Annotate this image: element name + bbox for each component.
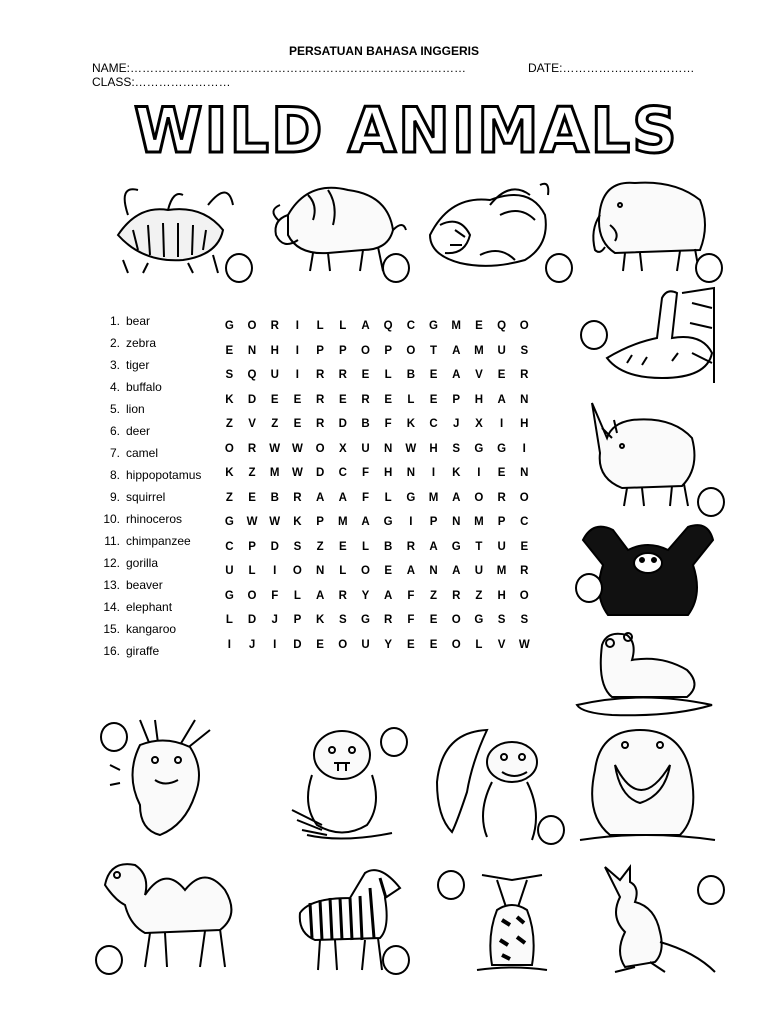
grid-letter[interactable]: L: [248, 565, 256, 577]
answer-circle[interactable]: [225, 253, 253, 283]
grid-letter[interactable]: U: [361, 638, 370, 651]
grid-letter[interactable]: V: [248, 418, 256, 430]
answer-circle[interactable]: [537, 815, 565, 845]
grid-letter[interactable]: O: [247, 589, 257, 602]
grid-letter[interactable]: G: [451, 540, 461, 553]
grid-letter[interactable]: G: [474, 614, 484, 626]
grid-letter[interactable]: U: [497, 540, 506, 553]
word-text: zebra: [126, 336, 157, 350]
word-number: 9.: [109, 490, 120, 504]
grid-letter[interactable]: R: [406, 540, 415, 553]
grid-letter[interactable]: K: [225, 393, 234, 406]
answer-circle[interactable]: [380, 727, 408, 757]
answer-circle[interactable]: [95, 945, 123, 975]
grid-letter[interactable]: P: [452, 393, 461, 406]
grid-letter[interactable]: I: [227, 638, 231, 651]
grid-row: [218, 439, 536, 464]
grid-letter[interactable]: W: [518, 638, 530, 651]
grid-letter[interactable]: G: [406, 491, 416, 504]
grid-letter[interactable]: E: [316, 638, 324, 651]
grid-letter[interactable]: R: [315, 369, 325, 381]
grid-letter[interactable]: S: [520, 614, 529, 626]
grid-letter[interactable]: O: [360, 565, 370, 577]
grid-letter[interactable]: C: [429, 418, 438, 430]
answer-circle[interactable]: [382, 253, 410, 283]
grid-letter[interactable]: W: [291, 442, 303, 455]
grid-letter[interactable]: H: [474, 393, 484, 406]
word-number: 2.: [109, 336, 120, 350]
answer-circle[interactable]: [697, 487, 725, 517]
grid-letter[interactable]: Z: [475, 589, 483, 602]
grid-letter[interactable]: E: [270, 393, 279, 406]
word-text: tiger: [126, 358, 150, 372]
word-list-item: [98, 313, 201, 335]
grid-letter[interactable]: E: [520, 540, 529, 553]
grid-letter[interactable]: K: [452, 467, 461, 479]
grid-letter[interactable]: R: [338, 589, 347, 602]
grid-letter[interactable]: D: [293, 638, 302, 651]
grid-row: [218, 488, 536, 513]
grid-letter[interactable]: O: [247, 320, 257, 332]
grid-letter[interactable]: H: [429, 442, 438, 455]
grid-letter[interactable]: K: [406, 418, 415, 430]
word-list-item: [98, 643, 201, 665]
grid-letter[interactable]: E: [338, 540, 347, 553]
grid-letter[interactable]: I: [295, 344, 299, 357]
grid-letter[interactable]: N: [429, 565, 438, 577]
grid-letter[interactable]: P: [248, 540, 256, 553]
grid-letter[interactable]: J: [271, 614, 278, 626]
word-number: 14.: [103, 600, 120, 614]
grid-row: [218, 390, 536, 415]
grid-letter[interactable]: R: [338, 369, 347, 381]
word-list: [98, 313, 201, 665]
grid-letter[interactable]: A: [452, 344, 461, 357]
gorilla-picture: [578, 515, 718, 625]
word-number: 8.: [109, 468, 120, 482]
word-text: deer: [126, 424, 151, 438]
banner-text: WILD ANIMALS: [134, 94, 679, 162]
grid-letter[interactable]: Y: [361, 589, 370, 602]
grid-letter[interactable]: W: [246, 516, 258, 528]
grid-letter[interactable]: G: [224, 516, 234, 528]
grid-letter[interactable]: A: [361, 320, 370, 332]
grid-letter[interactable]: N: [520, 393, 529, 406]
grid-letter[interactable]: E: [384, 565, 392, 577]
grid-letter[interactable]: R: [247, 442, 257, 455]
date-field[interactable]: DATE:……………………………: [528, 61, 695, 75]
word-search-grid: [218, 316, 536, 659]
answer-circle[interactable]: [545, 253, 573, 283]
grid-letter[interactable]: O: [519, 320, 529, 332]
grid-letter[interactable]: U: [225, 565, 234, 577]
grid-letter[interactable]: E: [338, 393, 347, 406]
grid-letter[interactable]: C: [225, 540, 234, 553]
grid-letter[interactable]: R: [270, 320, 279, 332]
grid-letter[interactable]: I: [409, 516, 413, 528]
grid-letter[interactable]: P: [497, 516, 506, 528]
word-number: 6.: [109, 424, 120, 438]
word-list-item: [98, 489, 201, 511]
grid-letter[interactable]: A: [406, 565, 415, 577]
grid-letter[interactable]: Z: [271, 418, 279, 430]
grid-row: [218, 414, 536, 439]
grid-letter[interactable]: E: [497, 467, 506, 479]
grid-letter[interactable]: N: [452, 516, 461, 528]
grid-letter[interactable]: N: [315, 565, 325, 577]
grid-letter[interactable]: Q: [383, 320, 393, 332]
word-text: elephant: [126, 600, 173, 614]
grid-letter[interactable]: S: [293, 540, 302, 553]
grid-letter[interactable]: B: [361, 418, 370, 430]
grid-letter[interactable]: Q: [247, 369, 257, 381]
grid-letter[interactable]: L: [475, 638, 483, 651]
word-number: 5.: [109, 402, 120, 416]
grid-letter[interactable]: C: [338, 467, 347, 479]
grid-letter[interactable]: K: [225, 467, 234, 479]
grid-letter[interactable]: Y: [384, 638, 392, 651]
answer-circle[interactable]: [437, 870, 465, 900]
grid-row: [218, 365, 536, 390]
word-number: 4.: [109, 380, 120, 394]
grid-letter[interactable]: O: [519, 589, 529, 602]
answer-circle[interactable]: [695, 253, 723, 283]
word-text: lion: [126, 402, 145, 416]
grid-letter[interactable]: A: [384, 589, 393, 602]
grid-row: [218, 586, 536, 611]
grid-letter[interactable]: J: [453, 418, 460, 430]
grid-letter[interactable]: Z: [430, 589, 438, 602]
word-list-item: [98, 445, 201, 467]
grid-letter[interactable]: X: [475, 418, 483, 430]
grid-letter[interactable]: I: [522, 442, 526, 455]
grid-letter[interactable]: O: [406, 344, 416, 357]
grid-letter[interactable]: A: [452, 369, 461, 381]
grid-letter[interactable]: A: [452, 565, 461, 577]
grid-letter[interactable]: E: [361, 369, 370, 381]
grid-letter[interactable]: A: [429, 540, 438, 553]
grid-letter[interactable]: A: [315, 491, 325, 504]
grid-row: [218, 537, 536, 562]
word-text: squirrel: [126, 490, 166, 504]
grid-letter[interactable]: L: [407, 393, 415, 406]
word-number: 16.: [103, 644, 120, 658]
grid-letter[interactable]: E: [429, 393, 438, 406]
grid-letter[interactable]: R: [315, 393, 325, 406]
grid-letter[interactable]: I: [477, 467, 481, 479]
grid-letter[interactable]: G: [383, 516, 393, 528]
word-list-item: [98, 577, 201, 599]
word-number: 12.: [103, 556, 120, 570]
grid-letter[interactable]: R: [384, 614, 393, 626]
word-number: 1.: [109, 314, 120, 328]
grid-letter[interactable]: H: [520, 418, 529, 430]
grid-letter[interactable]: O: [451, 614, 461, 626]
lion-picture: [420, 175, 560, 275]
grid-row: [218, 512, 536, 537]
word-list-item: [98, 599, 201, 621]
grid-letter[interactable]: O: [519, 491, 529, 504]
grid-letter[interactable]: E: [384, 393, 392, 406]
grid-letter[interactable]: M: [428, 491, 439, 504]
grid-letter[interactable]: M: [474, 516, 484, 528]
word-list-item: [98, 335, 201, 357]
grid-letter[interactable]: W: [269, 442, 281, 455]
grid-letter[interactable]: L: [316, 320, 324, 332]
giraffe-lying-picture: [602, 283, 717, 391]
grid-letter[interactable]: J: [248, 638, 256, 651]
grid-letter[interactable]: D: [270, 540, 279, 553]
word-list-item: [98, 401, 201, 423]
grid-letter[interactable]: A: [315, 589, 325, 602]
grid-row: [218, 341, 536, 366]
answer-circle[interactable]: [575, 573, 603, 603]
grid-letter[interactable]: L: [293, 589, 301, 602]
grid-letter[interactable]: E: [429, 638, 438, 651]
grid-letter[interactable]: U: [270, 369, 279, 381]
word-text: buffalo: [126, 380, 162, 394]
rhinoceros-picture: [582, 398, 707, 510]
word-text: hippopotamus: [126, 468, 202, 482]
grid-letter[interactable]: W: [405, 442, 417, 455]
grid-letter[interactable]: O: [292, 565, 302, 577]
grid-letter[interactable]: U: [497, 344, 506, 357]
grid-letter[interactable]: T: [430, 344, 438, 357]
wild-animals-banner: [128, 90, 700, 162]
grid-row: [218, 610, 536, 635]
grid-letter[interactable]: H: [384, 467, 393, 479]
grid-letter[interactable]: E: [429, 614, 438, 626]
grid-letter[interactable]: T: [475, 540, 483, 553]
grid-letter[interactable]: E: [225, 344, 234, 357]
grid-letter[interactable]: B: [270, 491, 279, 504]
grid-letter[interactable]: N: [247, 344, 257, 357]
grid-letter[interactable]: R: [293, 491, 302, 504]
grid-letter[interactable]: U: [474, 565, 484, 577]
grid-row: [218, 463, 536, 488]
word-text: kangaroo: [126, 622, 177, 636]
grid-letter[interactable]: F: [271, 589, 279, 602]
word-list-item: [98, 621, 201, 643]
grid-letter[interactable]: Z: [248, 467, 256, 479]
grid-letter[interactable]: A: [361, 516, 370, 528]
grid-letter[interactable]: O: [338, 638, 348, 651]
grid-letter[interactable]: Z: [225, 418, 233, 430]
grid-letter[interactable]: P: [293, 614, 302, 626]
grid-letter[interactable]: D: [247, 614, 257, 626]
grid-letter[interactable]: W: [269, 516, 281, 528]
grid-letter[interactable]: O: [315, 442, 325, 455]
grid-letter[interactable]: L: [384, 369, 392, 381]
grid-letter[interactable]: R: [520, 369, 529, 381]
grid-letter[interactable]: I: [273, 638, 277, 651]
grid-letter[interactable]: E: [293, 393, 302, 406]
grid-letter[interactable]: X: [338, 442, 347, 455]
grid-letter[interactable]: N: [384, 442, 393, 455]
grid-letter[interactable]: O: [224, 442, 234, 455]
grid-letter[interactable]: N: [406, 467, 415, 479]
grid-letter[interactable]: H: [497, 589, 506, 602]
grid-letter[interactable]: D: [338, 418, 347, 430]
tiger-picture: [108, 175, 238, 275]
grid-letter[interactable]: B: [384, 540, 393, 553]
word-text: camel: [126, 446, 159, 460]
grid-letter[interactable]: M: [496, 565, 507, 577]
grid-letter[interactable]: S: [520, 344, 529, 357]
grid-letter[interactable]: P: [316, 344, 324, 357]
word-text: beaver: [126, 578, 163, 592]
grid-letter[interactable]: L: [384, 491, 392, 504]
grid-letter[interactable]: M: [451, 320, 462, 332]
word-list-item: [98, 379, 201, 401]
grid-letter[interactable]: G: [224, 320, 234, 332]
word-list-item: [98, 357, 201, 379]
grid-letter[interactable]: I: [295, 369, 299, 381]
grid-row: [218, 316, 536, 341]
grid-letter[interactable]: I: [295, 320, 299, 332]
grid-letter[interactable]: S: [338, 614, 347, 626]
grid-letter[interactable]: E: [407, 638, 415, 651]
grid-letter[interactable]: S: [452, 442, 461, 455]
grid-letter[interactable]: R: [520, 565, 529, 577]
word-text: giraffe: [126, 644, 160, 658]
grid-letter[interactable]: D: [315, 467, 325, 479]
grid-letter[interactable]: R: [315, 418, 325, 430]
word-number: 15.: [103, 622, 120, 636]
grid-letter[interactable]: R: [452, 589, 461, 602]
answer-circle[interactable]: [382, 945, 410, 975]
grid-letter[interactable]: P: [338, 344, 347, 357]
grid-letter[interactable]: I: [499, 418, 504, 430]
grid-letter[interactable]: P: [429, 516, 438, 528]
answer-circle[interactable]: [580, 320, 608, 350]
hippopotamus-picture: [580, 725, 715, 850]
deer-picture: [100, 715, 230, 840]
grid-letter[interactable]: G: [224, 589, 234, 602]
grid-letter[interactable]: C: [520, 516, 529, 528]
grid-letter[interactable]: P: [316, 516, 324, 528]
grid-letter[interactable]: F: [361, 467, 369, 479]
word-number: 10.: [103, 512, 120, 526]
grid-letter[interactable]: U: [361, 442, 370, 455]
grid-letter[interactable]: B: [406, 369, 415, 381]
grid-letter[interactable]: W: [291, 467, 303, 479]
word-text: bear: [126, 314, 151, 328]
grid-letter[interactable]: I: [273, 565, 277, 577]
word-list-item: [98, 511, 201, 533]
elephant-picture: [585, 175, 715, 275]
grid-letter[interactable]: L: [225, 614, 233, 626]
grid-letter[interactable]: C: [406, 320, 415, 332]
word-list-item: [98, 533, 201, 555]
grid-letter[interactable]: E: [475, 320, 483, 332]
grid-letter[interactable]: D: [247, 393, 257, 406]
word-list-item: [98, 467, 201, 489]
grid-letter[interactable]: F: [361, 491, 369, 504]
grid-letter[interactable]: G: [429, 320, 438, 332]
grid-letter[interactable]: L: [361, 540, 369, 553]
grid-row: [218, 635, 536, 660]
grid-letter[interactable]: K: [315, 614, 325, 626]
word-number: 3.: [109, 358, 120, 372]
grid-letter[interactable]: A: [338, 491, 347, 504]
name-field[interactable]: NAME:…………………………………………………………………………: [92, 61, 467, 75]
grid-letter[interactable]: F: [407, 589, 415, 602]
grid-letter[interactable]: E: [248, 491, 256, 504]
grid-letter[interactable]: M: [337, 516, 348, 528]
grid-letter[interactable]: O: [360, 344, 370, 357]
grid-letter[interactable]: M: [474, 344, 484, 357]
giraffe-picture: [462, 865, 562, 975]
grid-letter[interactable]: G: [474, 442, 484, 455]
grid-letter[interactable]: E: [293, 418, 302, 430]
grid-letter[interactable]: H: [270, 344, 279, 357]
grid-letter[interactable]: R: [361, 393, 370, 406]
grid-letter[interactable]: L: [339, 320, 347, 332]
grid-letter[interactable]: F: [384, 418, 392, 430]
word-text: rhinoceros: [126, 512, 183, 526]
grid-letter[interactable]: O: [451, 638, 461, 651]
worksheet-title: PERSATUAN BAHASA INGGERIS: [288, 44, 479, 58]
grid-letter[interactable]: A: [452, 491, 461, 504]
word-number: 11.: [104, 534, 120, 548]
word-list-item: [98, 555, 201, 577]
class-field[interactable]: CLASS:……………………: [92, 75, 231, 89]
grid-letter[interactable]: E: [429, 369, 438, 381]
grid-letter[interactable]: E: [497, 369, 506, 381]
word-text: chimpanzee: [126, 534, 191, 548]
word-number: 7.: [109, 446, 120, 460]
grid-letter[interactable]: R: [497, 491, 506, 504]
answer-circle[interactable]: [697, 875, 725, 905]
grid-letter[interactable]: G: [497, 442, 507, 455]
grid-letter[interactable]: S: [225, 369, 234, 381]
word-list-item: [98, 423, 201, 445]
grid-letter[interactable]: G: [360, 614, 370, 626]
grid-letter[interactable]: P: [384, 344, 392, 357]
grid-letter[interactable]: S: [497, 614, 506, 626]
grid-letter[interactable]: I: [431, 467, 436, 479]
grid-letter[interactable]: V: [497, 638, 506, 651]
grid-row: [218, 561, 536, 586]
grid-letter[interactable]: Q: [497, 320, 507, 332]
grid-letter[interactable]: A: [497, 393, 506, 406]
grid-letter[interactable]: L: [339, 565, 347, 577]
word-text: gorilla: [126, 556, 159, 570]
grid-letter[interactable]: O: [474, 491, 484, 504]
grid-letter[interactable]: V: [475, 369, 483, 381]
grid-letter[interactable]: N: [520, 467, 529, 479]
grid-letter[interactable]: Z: [225, 491, 233, 504]
word-number: 13.: [103, 578, 120, 592]
grid-letter[interactable]: M: [269, 467, 280, 479]
grid-letter[interactable]: F: [407, 614, 415, 626]
grid-letter[interactable]: Z: [316, 540, 324, 553]
bear-picture: [572, 625, 715, 720]
grid-letter[interactable]: K: [293, 516, 302, 528]
